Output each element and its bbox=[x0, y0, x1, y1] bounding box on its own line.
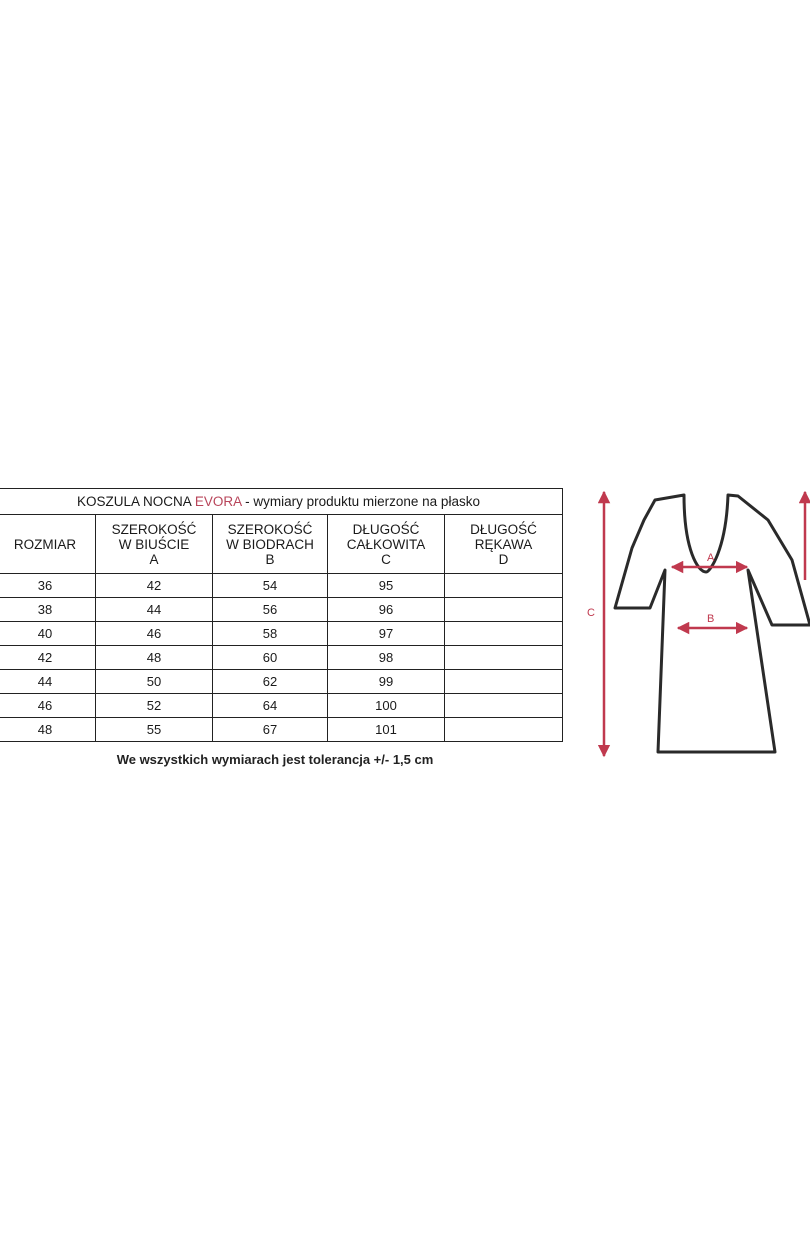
header-line: SZEROKOŚĆ bbox=[111, 521, 197, 537]
table-cell: 42 bbox=[96, 574, 213, 598]
header-cell bbox=[445, 515, 563, 574]
header-line: A bbox=[149, 551, 159, 567]
title-suffix: - wymiary produktu mierzone na płasko bbox=[241, 494, 480, 509]
table-cell: 58 bbox=[213, 622, 328, 646]
table-cell: 38 bbox=[0, 598, 96, 622]
header-line: DŁUGOŚĆ bbox=[470, 521, 537, 537]
size-table bbox=[0, 488, 563, 742]
table-cell: 48 bbox=[96, 646, 213, 670]
table-cell: 97 bbox=[328, 622, 445, 646]
table-row bbox=[0, 574, 563, 598]
table-cell: 44 bbox=[0, 670, 96, 694]
table-row bbox=[0, 718, 563, 742]
table-cell: 44 bbox=[96, 598, 213, 622]
label-b: B bbox=[707, 613, 715, 625]
tolerance-note: We wszystkich wymiarach jest tolerancja +/- 1,5 cm bbox=[116, 752, 434, 767]
table-body bbox=[0, 574, 563, 742]
table-cell bbox=[445, 598, 563, 622]
table-cell bbox=[445, 646, 563, 670]
table-cell: 42 bbox=[0, 646, 96, 670]
header-cell bbox=[0, 515, 96, 574]
header-line: RĘKAWA bbox=[474, 536, 533, 552]
header-cell bbox=[328, 515, 445, 574]
table-row bbox=[0, 694, 563, 718]
table-cell: 40 bbox=[0, 622, 96, 646]
table-cell: 62 bbox=[213, 670, 328, 694]
table-cell bbox=[445, 694, 563, 718]
table-cell bbox=[445, 574, 563, 598]
table-cell: 50 bbox=[96, 670, 213, 694]
table-cell: 99 bbox=[328, 670, 445, 694]
table-cell: 56 bbox=[213, 598, 328, 622]
header-line: W BIODRACH bbox=[226, 536, 314, 552]
table-row bbox=[0, 670, 563, 694]
header-cell bbox=[96, 515, 213, 574]
table-cell: 67 bbox=[213, 718, 328, 742]
label-c: C bbox=[587, 607, 595, 619]
header-line: D bbox=[498, 551, 509, 567]
table-cell: 46 bbox=[0, 694, 96, 718]
table-cell bbox=[445, 622, 563, 646]
table-cell bbox=[445, 670, 563, 694]
table-cell: 46 bbox=[96, 622, 213, 646]
header-line: W BIUŚCIE bbox=[118, 536, 190, 552]
title-prefix: KOSZULA NOCNA bbox=[77, 494, 195, 509]
table-row bbox=[0, 598, 563, 622]
table-row bbox=[0, 646, 563, 670]
table-cell: 100 bbox=[328, 694, 445, 718]
header-cell bbox=[213, 515, 328, 574]
table-row bbox=[0, 622, 563, 646]
header-line: DŁUGOŚĆ bbox=[352, 521, 420, 537]
brand-name: EVORA bbox=[194, 494, 242, 509]
table-cell: 101 bbox=[328, 718, 445, 742]
table-cell bbox=[445, 718, 563, 742]
header-row bbox=[0, 515, 563, 574]
header-line: ROZMIAR bbox=[13, 536, 77, 552]
table-cell: 95 bbox=[328, 574, 445, 598]
table-cell: 48 bbox=[0, 718, 96, 742]
table-cell: 96 bbox=[328, 598, 445, 622]
header-line: C bbox=[381, 551, 391, 567]
header-line: SZEROKOŚĆ bbox=[227, 521, 313, 537]
table-cell: 60 bbox=[213, 646, 328, 670]
table-cell: 98 bbox=[328, 646, 445, 670]
table-cell: 54 bbox=[213, 574, 328, 598]
table-cell: 36 bbox=[0, 574, 96, 598]
label-a: A bbox=[707, 552, 715, 564]
header-line: CAŁKOWITA bbox=[346, 536, 426, 552]
table-title bbox=[0, 489, 563, 515]
header-line: B bbox=[265, 551, 275, 567]
nightgown-diagram bbox=[560, 480, 810, 770]
table-cell: 52 bbox=[96, 694, 213, 718]
table-cell: 64 bbox=[213, 694, 328, 718]
table-cell: 55 bbox=[96, 718, 213, 742]
